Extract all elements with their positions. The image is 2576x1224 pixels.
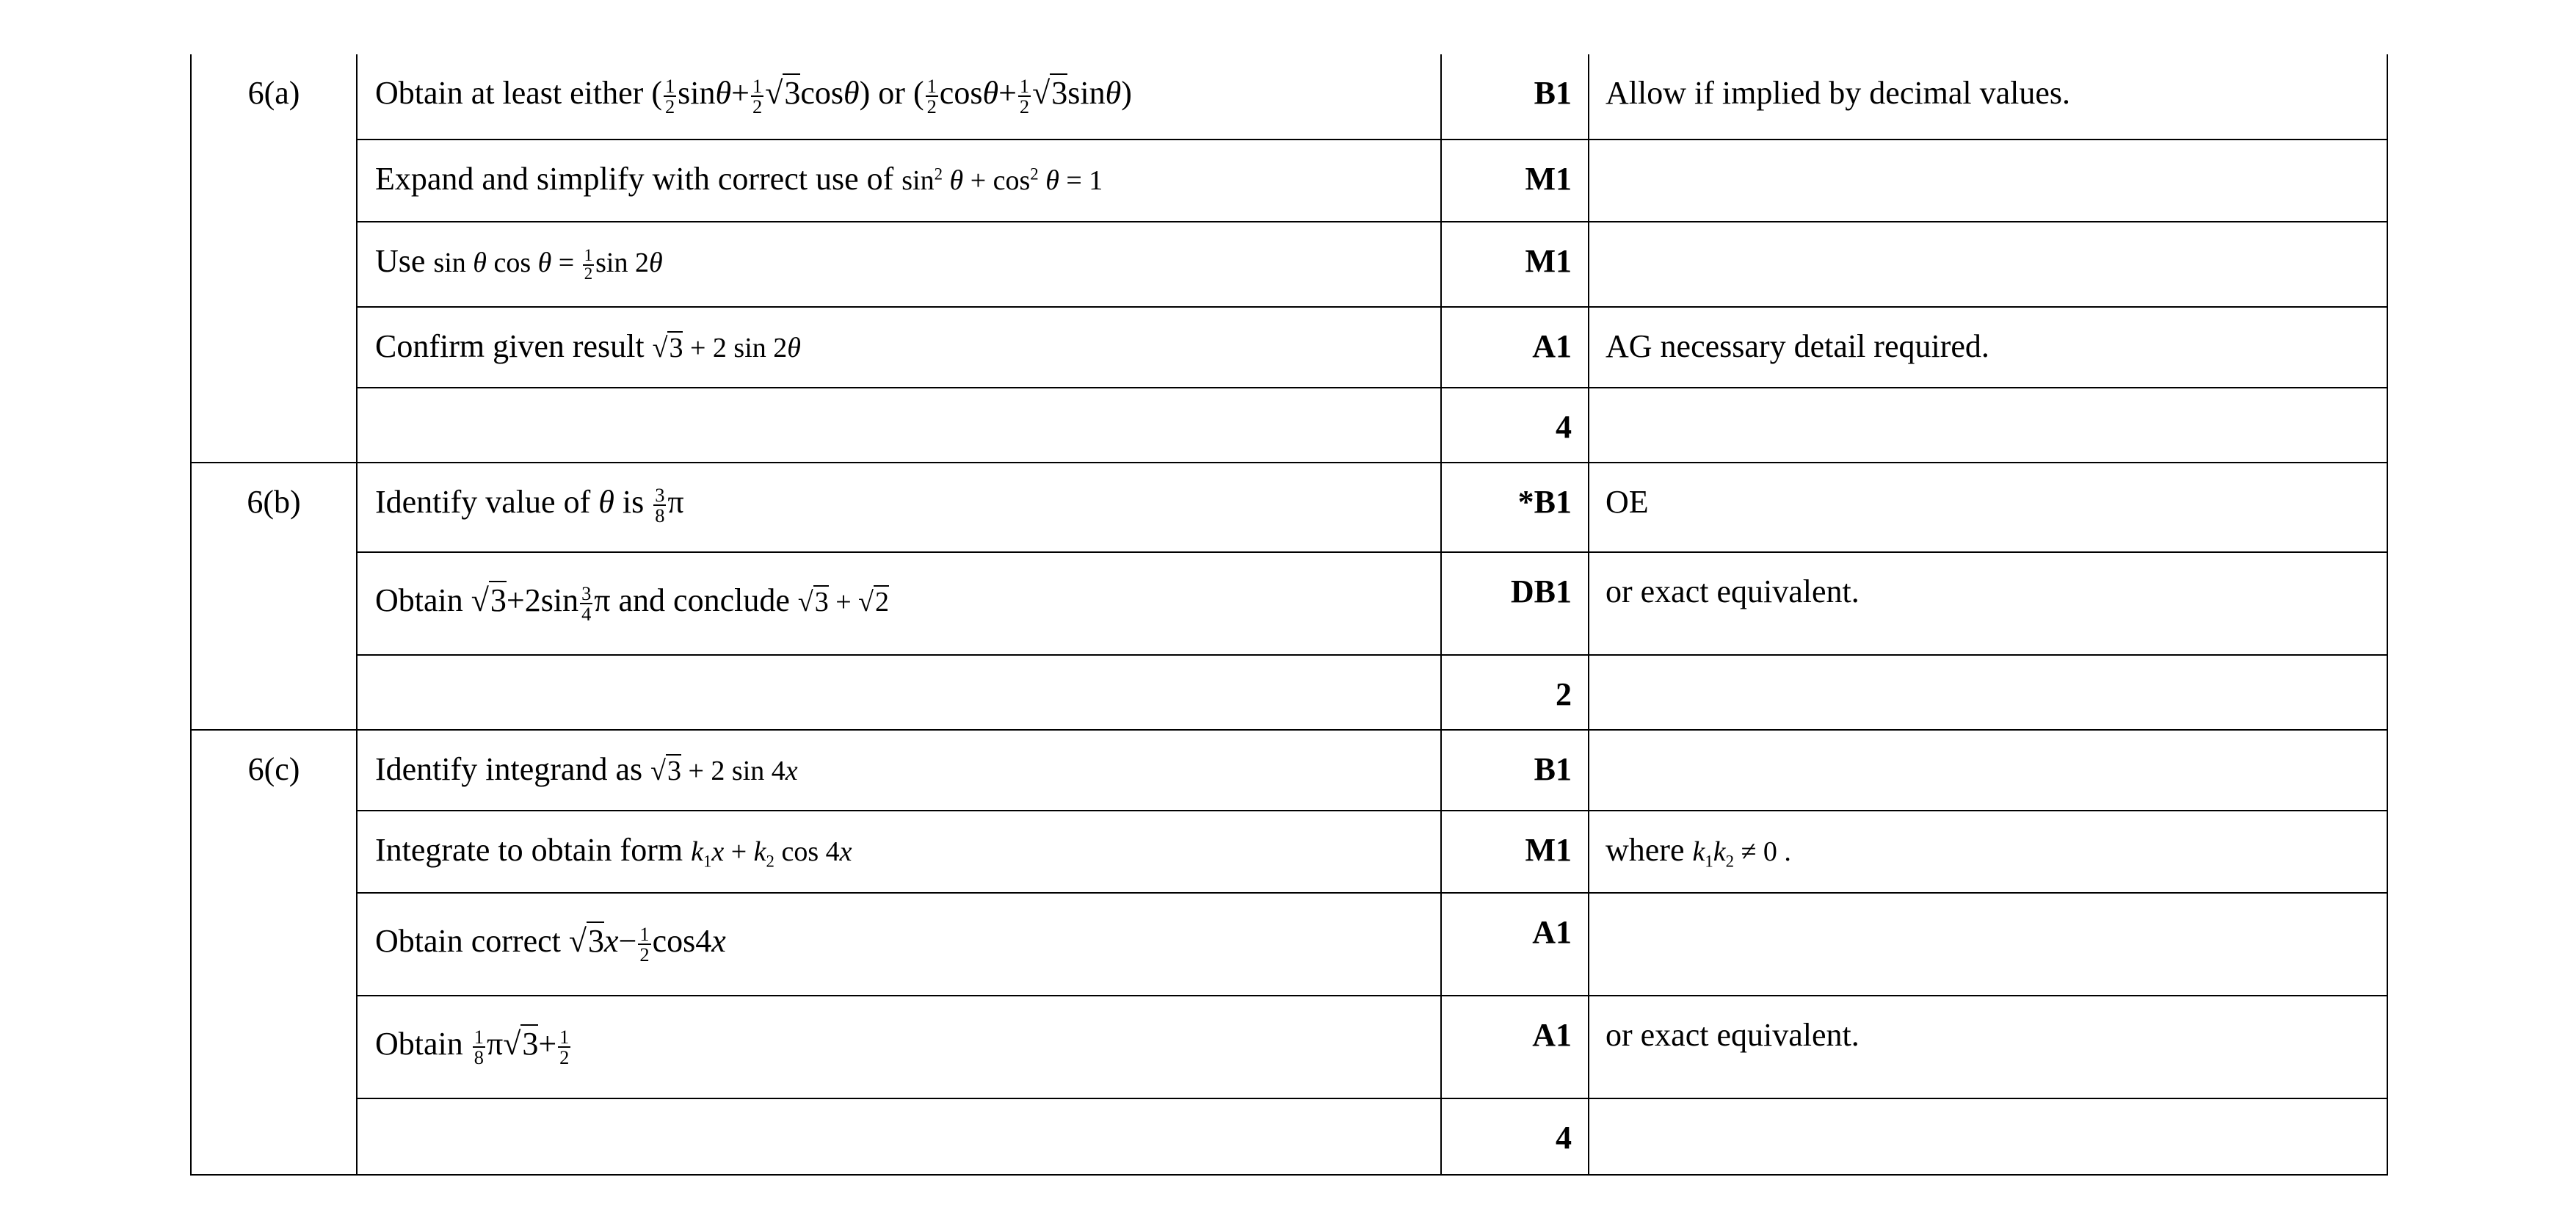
math-expression: √3 + √2 xyxy=(797,587,890,618)
working-text: Obtain xyxy=(375,1026,463,1062)
mark-code: A1 xyxy=(1532,914,1572,950)
mark-cell xyxy=(1441,388,1589,463)
working-cell xyxy=(357,307,1441,388)
table-row xyxy=(191,54,2387,140)
mark-code: B1 xyxy=(1534,751,1572,787)
working-cell xyxy=(357,996,1441,1098)
mark-code: M1 xyxy=(1525,161,1572,197)
working-text: Identify value of xyxy=(375,484,591,520)
working-cell xyxy=(357,222,1441,307)
mark-cell xyxy=(1441,463,1589,552)
math-expression: $k_1x + k_2$ cos 4x xyxy=(691,836,852,871)
or-text: or xyxy=(878,75,905,111)
mark-code: A1 xyxy=(1532,1017,1572,1053)
guidance-text: AG necessary detail required. xyxy=(1606,328,1989,364)
guidance-cell xyxy=(1589,140,2387,222)
guidance-cell xyxy=(1589,222,2387,307)
math-expression: √3 + 2 sin 4x xyxy=(650,756,798,786)
working-text: Obtain correct xyxy=(375,923,561,959)
mark-cell xyxy=(1441,140,1589,222)
math-expression: ( $\frac{1}{2}$ cosθ+ $\frac{1}{2}$ √3sinθ) xyxy=(913,74,1132,117)
table-row xyxy=(191,388,2387,463)
table-row xyxy=(191,655,2387,730)
mark-code: M1 xyxy=(1525,243,1572,279)
working-cell xyxy=(357,463,1441,552)
working-cell xyxy=(357,1098,1441,1175)
working-text: Obtain at least either xyxy=(375,75,644,111)
mark-scheme-table xyxy=(190,54,2388,1176)
working-text: Obtain xyxy=(375,582,463,618)
guidance-cell xyxy=(1589,655,2387,730)
mark-cell xyxy=(1441,552,1589,655)
guidance-cell xyxy=(1589,730,2387,811)
working-text: Identify integrand as xyxy=(375,751,643,787)
math-expression: $\frac{3}{8}$ π xyxy=(655,483,684,526)
math-expression: $k_1k_2 \ne 0$ . xyxy=(1692,836,1791,871)
total-marks: 4 xyxy=(1556,1120,1572,1156)
math-expression: $\frac{1}{8}$ π√3+ $\frac{1}{2}$ xyxy=(474,1025,570,1068)
working-text: Integrate to obtain form xyxy=(375,832,683,868)
mark-code: DB1 xyxy=(1510,573,1572,609)
math-expression: √3x− $\frac{1}{2}$ cos4x xyxy=(568,922,726,966)
mark-cell xyxy=(1441,1098,1589,1175)
guidance-cell xyxy=(1589,307,2387,388)
working-cell xyxy=(357,893,1441,996)
math-theta: θ xyxy=(598,484,614,520)
guidance-cell xyxy=(1589,552,2387,655)
total-marks: 4 xyxy=(1556,409,1572,445)
working-text-mid: and conclude xyxy=(618,582,790,618)
table-row xyxy=(191,730,2387,811)
math-expression: sin θ cos θ = $\frac{1}{2}$ sin 2θ xyxy=(433,246,663,283)
question-number-cell xyxy=(191,730,357,1175)
working-cell xyxy=(357,811,1441,893)
table-row xyxy=(191,307,2387,388)
mark-code: M1 xyxy=(1525,832,1572,868)
guidance-cell xyxy=(1589,996,2387,1098)
question-number: 6(c) xyxy=(247,751,300,787)
working-text: Use xyxy=(375,243,426,279)
guidance-text: or exact equivalent. xyxy=(1606,1017,1860,1053)
mark-cell xyxy=(1441,730,1589,811)
table-row xyxy=(191,463,2387,552)
working-text: Confirm given result xyxy=(375,328,645,364)
total-marks: 2 xyxy=(1556,676,1572,712)
working-cell xyxy=(357,655,1441,730)
guidance-text: OE xyxy=(1606,484,1649,520)
guidance-cell xyxy=(1589,893,2387,996)
working-cell xyxy=(357,552,1441,655)
math-expression: $\sin^2 \theta + \cos^2 \theta = 1$ xyxy=(901,164,1103,196)
math-expression: √3 + 2 sin 2θ xyxy=(652,333,801,363)
table-row xyxy=(191,552,2387,655)
table-row xyxy=(191,222,2387,307)
guidance-cell xyxy=(1589,54,2387,140)
mark-code: *B1 xyxy=(1517,484,1572,520)
mark-code: B1 xyxy=(1534,75,1572,111)
table-row xyxy=(191,811,2387,893)
table-row xyxy=(191,996,2387,1098)
guidance-text: or exact equivalent. xyxy=(1606,573,1860,609)
mark-cell xyxy=(1441,811,1589,893)
mark-cell xyxy=(1441,893,1589,996)
question-number-cell xyxy=(191,54,357,463)
guidance-cell xyxy=(1589,1098,2387,1175)
working-cell xyxy=(357,388,1441,463)
mark-cell xyxy=(1441,996,1589,1098)
question-number: 6(a) xyxy=(247,75,300,111)
table-row xyxy=(191,140,2387,222)
question-number-cell xyxy=(191,463,357,730)
table-row xyxy=(191,893,2387,996)
mark-cell xyxy=(1441,307,1589,388)
working-text: Expand and simplify with correct use of xyxy=(375,161,894,197)
guidance-cell xyxy=(1589,463,2387,552)
mark-code: A1 xyxy=(1532,328,1572,364)
working-cell xyxy=(357,140,1441,222)
working-text-mid: is xyxy=(622,484,645,520)
guidance-cell xyxy=(1589,811,2387,893)
math-expression: √3+2sin $\frac{3}{4}$ π xyxy=(471,582,611,625)
mark-cell xyxy=(1441,655,1589,730)
mark-cell xyxy=(1441,54,1589,140)
question-number: 6(b) xyxy=(247,484,301,520)
guidance-cell xyxy=(1589,388,2387,463)
working-cell xyxy=(357,54,1441,140)
guidance-text: where xyxy=(1606,832,1685,868)
mark-cell xyxy=(1441,222,1589,307)
math-expression: ( $\frac{1}{2}$ sinθ+ $\frac{1}{2}$ √3cosθ) xyxy=(651,74,871,117)
table-row xyxy=(191,1098,2387,1175)
working-cell xyxy=(357,730,1441,811)
guidance-text: Allow if implied by decimal values. xyxy=(1606,75,2070,111)
